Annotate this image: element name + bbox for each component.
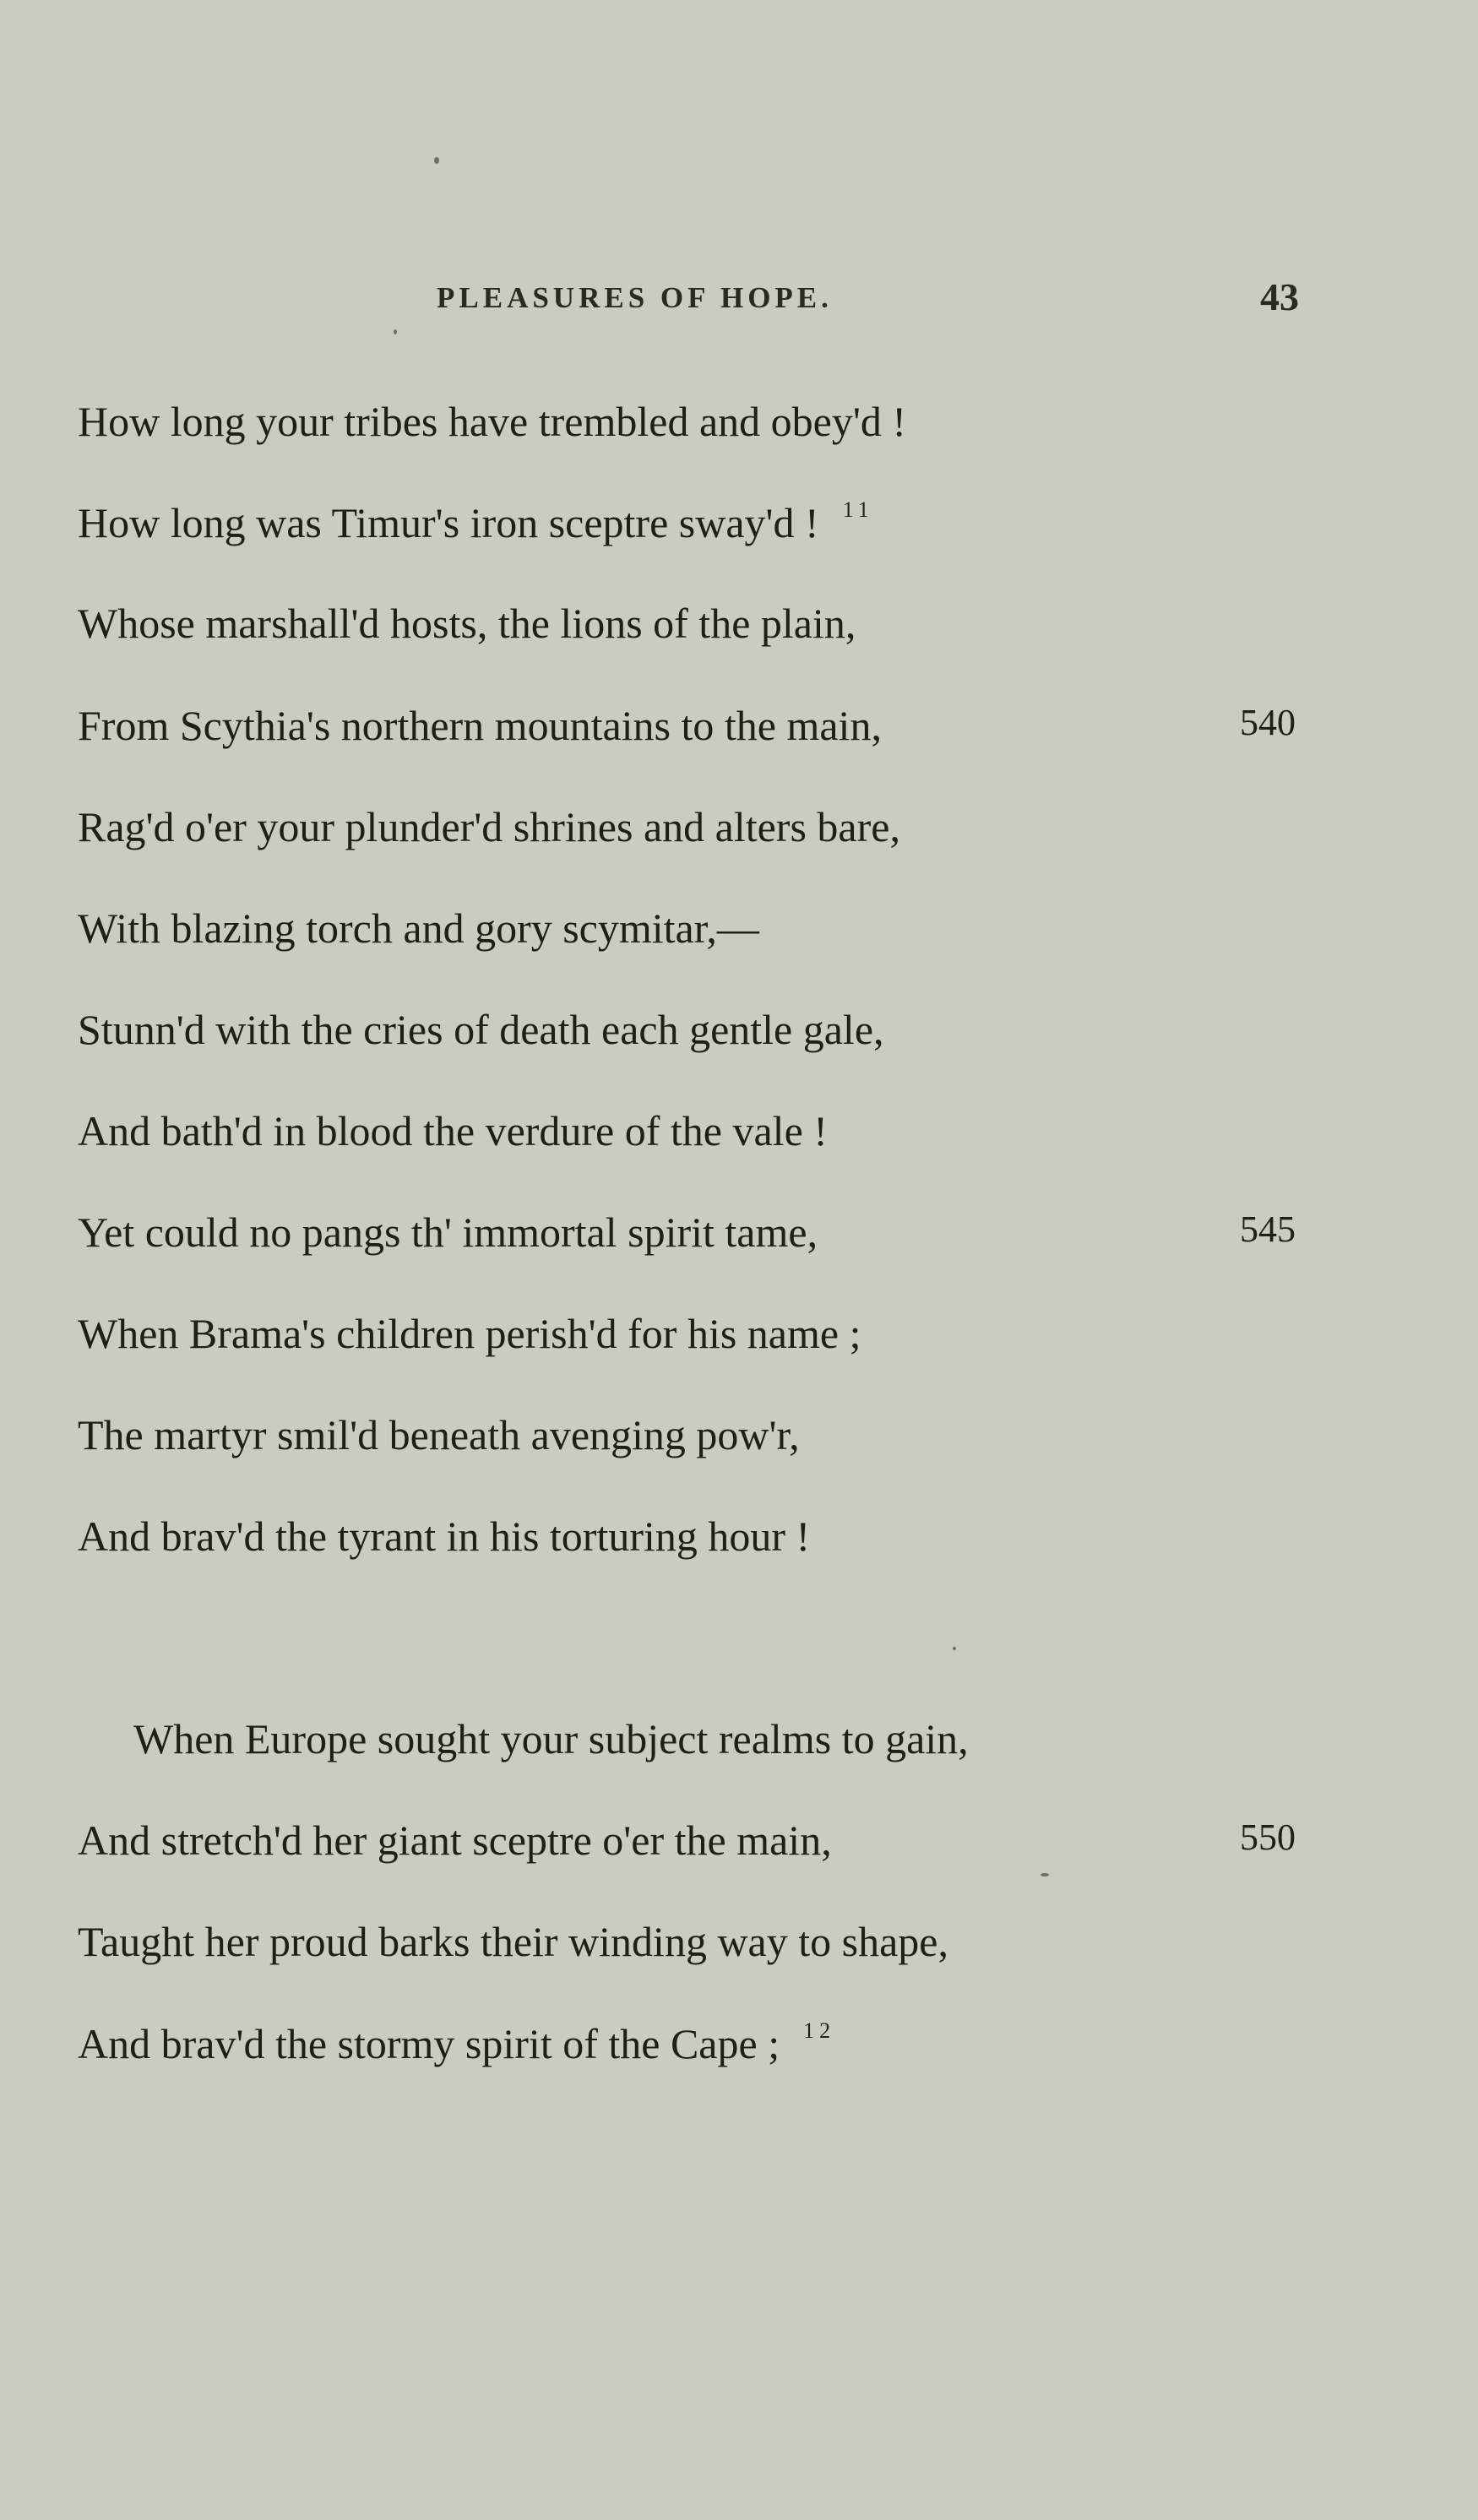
line-number: 550: [1240, 1817, 1296, 1858]
verse-line: [0, 1208, 1478, 1267]
verse-text: Whose marshall'd hosts, the lions of the plain,: [78, 600, 856, 647]
paper-speck: [953, 1647, 956, 1650]
verse-text: How long was Timur's iron sceptre sway'd ! $^{11}$: [78, 497, 874, 546]
verse-line: [0, 1512, 1478, 1571]
verse-line: [0, 904, 1478, 963]
verse-text: Yet could no pangs th' immortal spirit tame,: [78, 1208, 818, 1256]
paper-speck: [434, 157, 439, 164]
line-number: 540: [1240, 702, 1296, 743]
verse-text: And bath'd in blood the verdure of the vale !: [78, 1107, 828, 1154]
verse-line: [0, 1917, 1478, 1976]
verse-text: From Scythia's northern mountains to the main,: [78, 702, 882, 749]
verse-text: When Europe sought your subject realms to gain,: [133, 1715, 969, 1762]
verse-text: Rag'd o'er your plunder'd shrines and alters bare,: [78, 803, 900, 850]
paper-speck: [1041, 1873, 1049, 1876]
running-title: PLEASURES OF HOPE.: [437, 281, 833, 314]
verse-text: The martyr smil'd beneath avenging pow'r,: [78, 1411, 800, 1458]
verse-text: And brav'd the tyrant in his torturing hour !: [78, 1513, 811, 1560]
verse-line: [0, 1005, 1478, 1064]
verse-text: Taught her proud barks their winding way to shape,: [78, 1918, 948, 1965]
verse-line: [0, 1106, 1478, 1165]
verse-text: How long your tribes have trembled and obey'd !: [78, 398, 906, 445]
verse-text: When Brama's children perish'd for his name ;: [78, 1310, 861, 1357]
verse-line: [0, 2018, 1478, 2077]
line-number: 545: [1240, 1208, 1296, 1250]
verse-line: [0, 1410, 1478, 1469]
footnote-reference: 12: [803, 2018, 836, 2043]
running-head: [0, 274, 1478, 325]
verse-line: [0, 701, 1478, 760]
verse-text: And brav'd the stormy spirit of the Cape ; $^{12}$: [78, 2018, 836, 2067]
verse-line: [0, 802, 1478, 861]
verse-line: [0, 1309, 1478, 1368]
footnote-reference: 11: [842, 497, 874, 522]
verse-line: [0, 1816, 1478, 1875]
verse-line: [0, 397, 1478, 456]
verse-line: [0, 599, 1478, 658]
page-number: 43: [1260, 275, 1299, 318]
verse-text: Stunn'd with the cries of death each gentle gale,: [78, 1006, 884, 1053]
verse-line: [0, 497, 1478, 557]
paper-speck: [394, 329, 397, 334]
verse-text: And stretch'd her giant sceptre o'er the main,: [78, 1817, 832, 1864]
verse-text: With blazing torch and gory scymitar,—: [78, 904, 759, 952]
verse-line: [0, 1714, 1478, 1773]
